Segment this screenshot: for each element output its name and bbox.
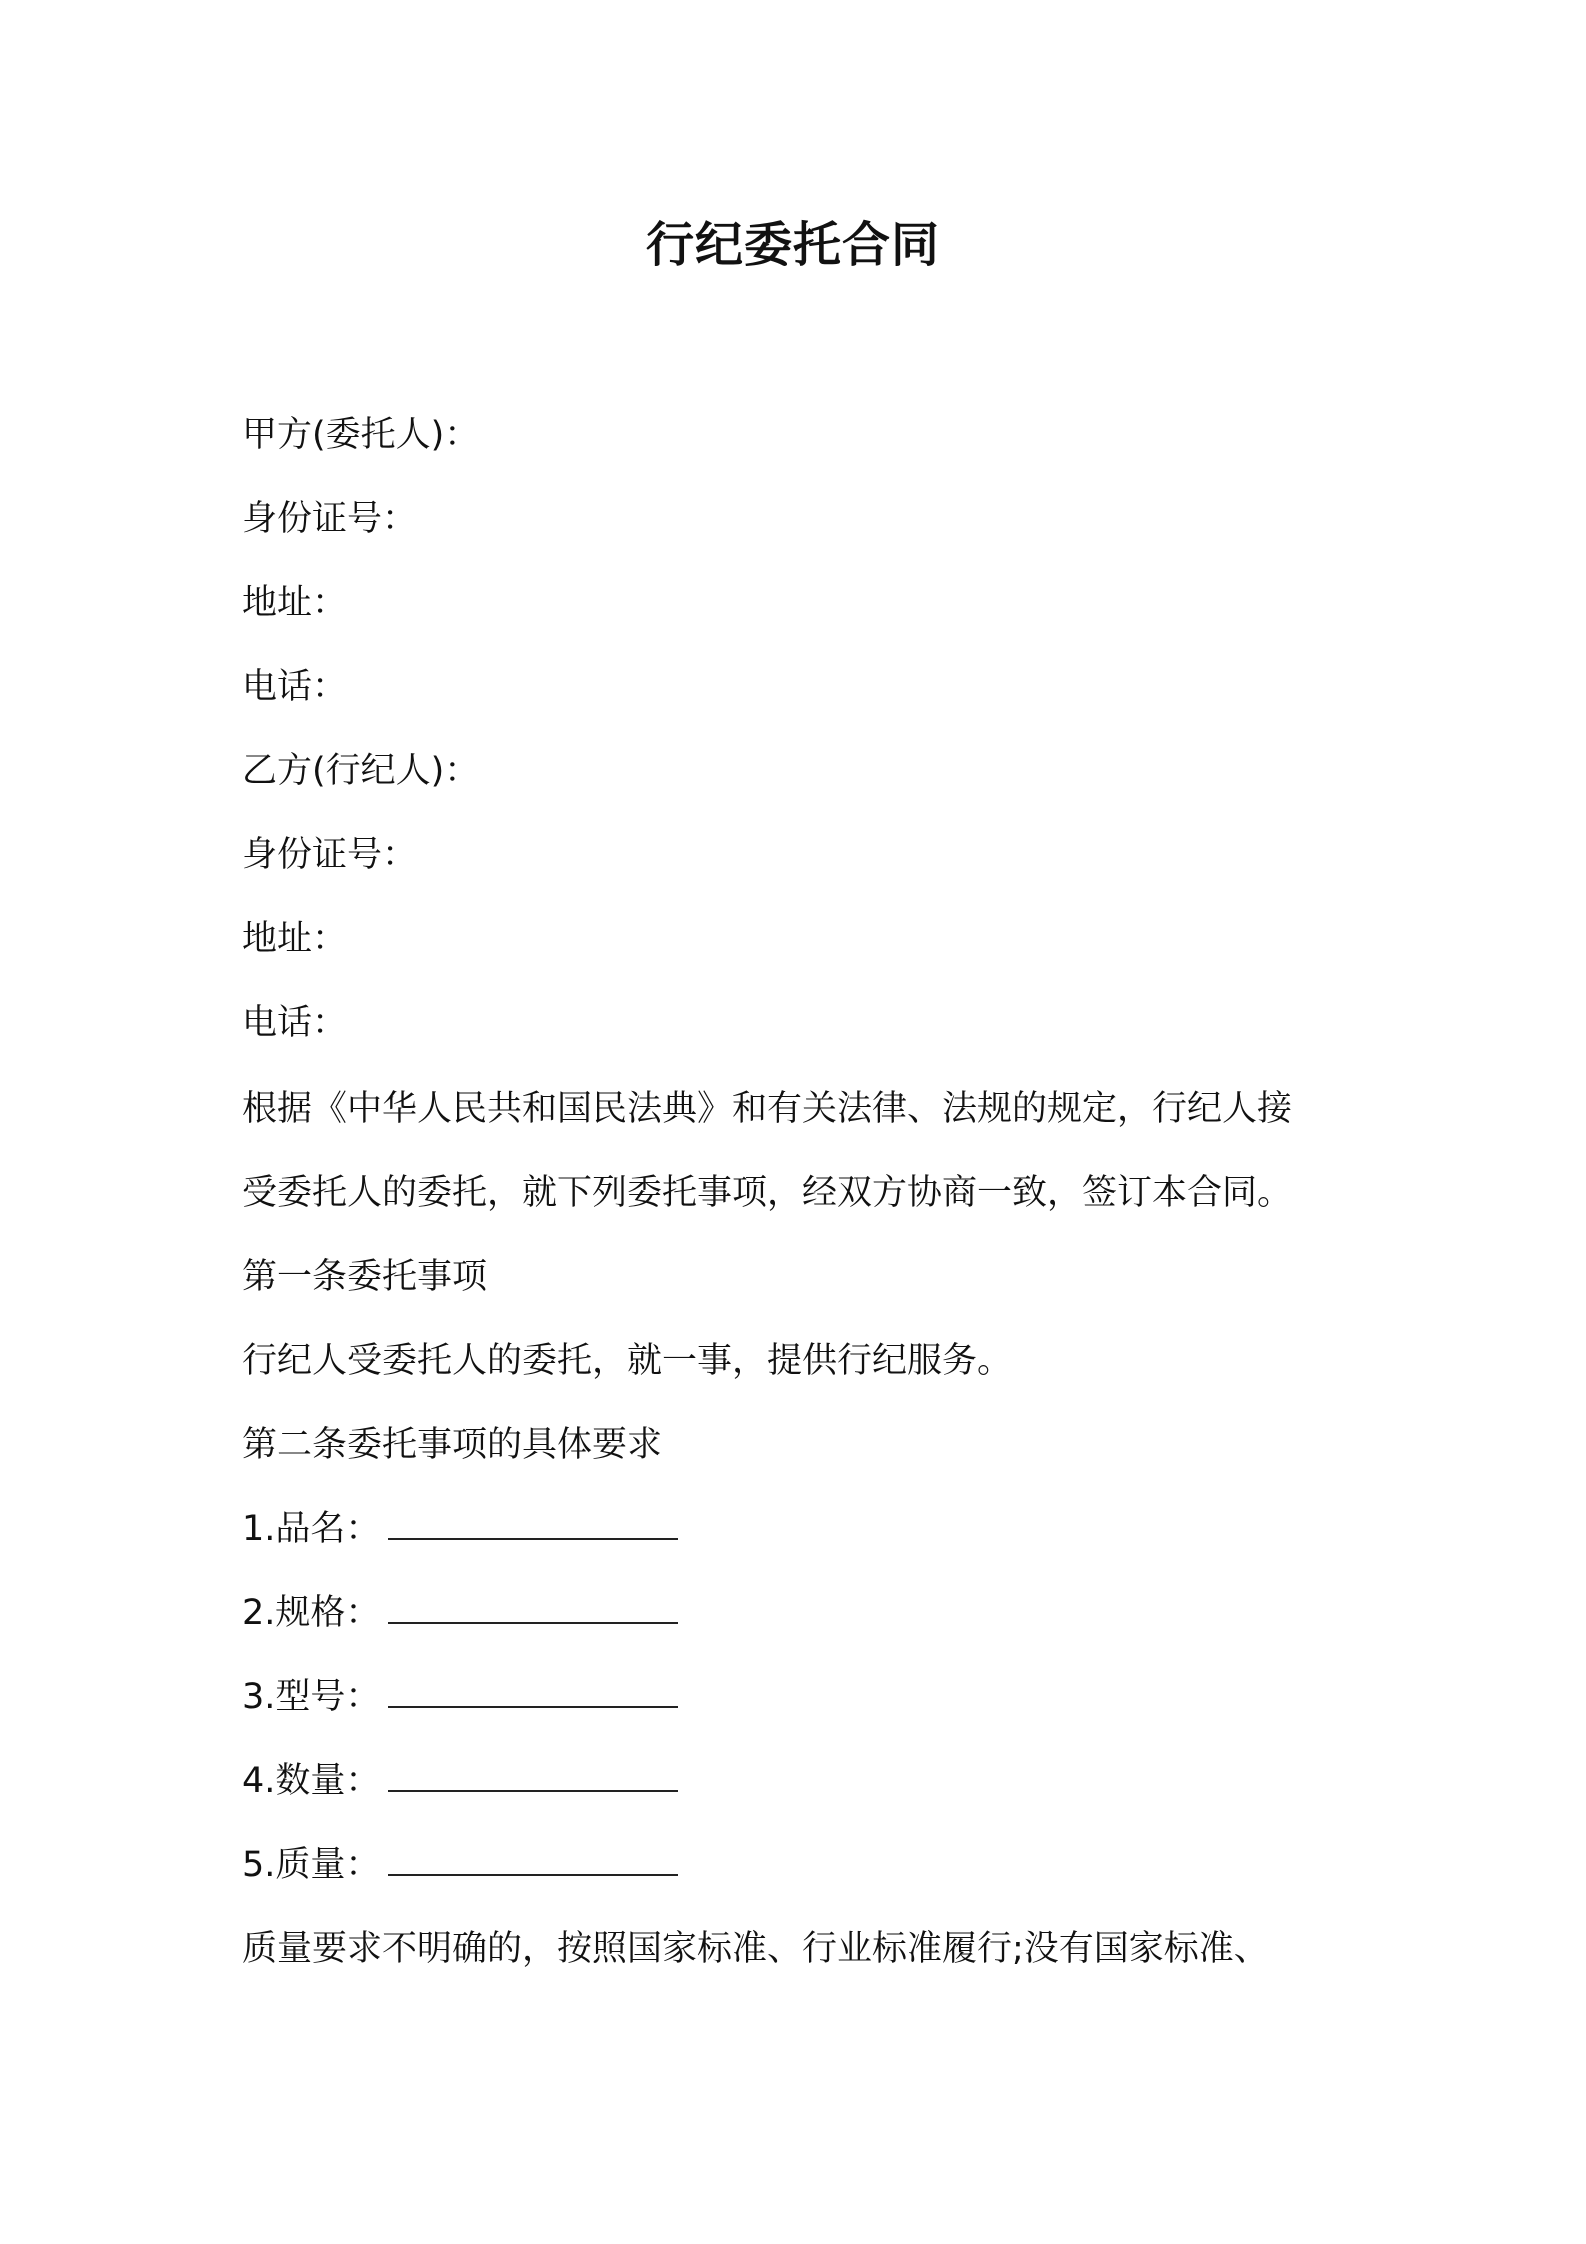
item-quantity (242, 1756, 678, 1806)
fill-in-blank[interactable] (388, 1508, 678, 1540)
fill-in-blank[interactable] (388, 1676, 678, 1708)
item-label: 2.规格： (242, 1593, 381, 1633)
party-b-label: 乙方(行纪人)： (242, 751, 480, 791)
fill-in-blank[interactable] (388, 1760, 678, 1792)
party-b-address-label: 地址： (242, 919, 348, 959)
item-product-name (242, 1504, 678, 1554)
party-b-phone-label: 电话： (242, 1003, 348, 1043)
party-a-label: 甲方(委托人)： (242, 415, 480, 455)
document-title: 行纪委托合同 (645, 217, 940, 273)
article-1-text: 行纪人受委托人的委托，就一事，提供行纪服务。 (242, 1341, 1013, 1381)
article-2-heading: 第二条委托事项的具体要求 (242, 1425, 663, 1465)
item-specification (242, 1588, 678, 1638)
item-label: 5.质量： (242, 1845, 381, 1885)
item-label: 4.数量： (242, 1761, 381, 1801)
item-quality (242, 1840, 678, 1890)
preamble-line-2: 受委托人的委托，就下列委托事项，经双方协商一致，签订本合同。 (242, 1173, 1293, 1213)
item-label: 1.品名： (242, 1509, 381, 1549)
fill-in-blank[interactable] (388, 1592, 678, 1624)
item-model (242, 1672, 678, 1722)
item-label: 3.型号： (242, 1677, 381, 1717)
preamble-line-1: 根据《中华人民共和国民法典》和有关法律、法规的规定，行纪人接 (242, 1089, 1293, 1129)
party-a-address-label: 地址： (242, 583, 348, 623)
party-a-id-label: 身份证号： (242, 499, 418, 539)
party-a-phone-label: 电话： (242, 667, 348, 707)
party-b-id-label: 身份证号： (242, 835, 418, 875)
article-1-heading: 第一条委托事项 (242, 1257, 488, 1297)
fill-in-blank[interactable] (388, 1844, 678, 1876)
quality-note: 质量要求不明确的，按照国家标准、行业标准履行;没有国家标准、 (242, 1929, 1269, 1969)
